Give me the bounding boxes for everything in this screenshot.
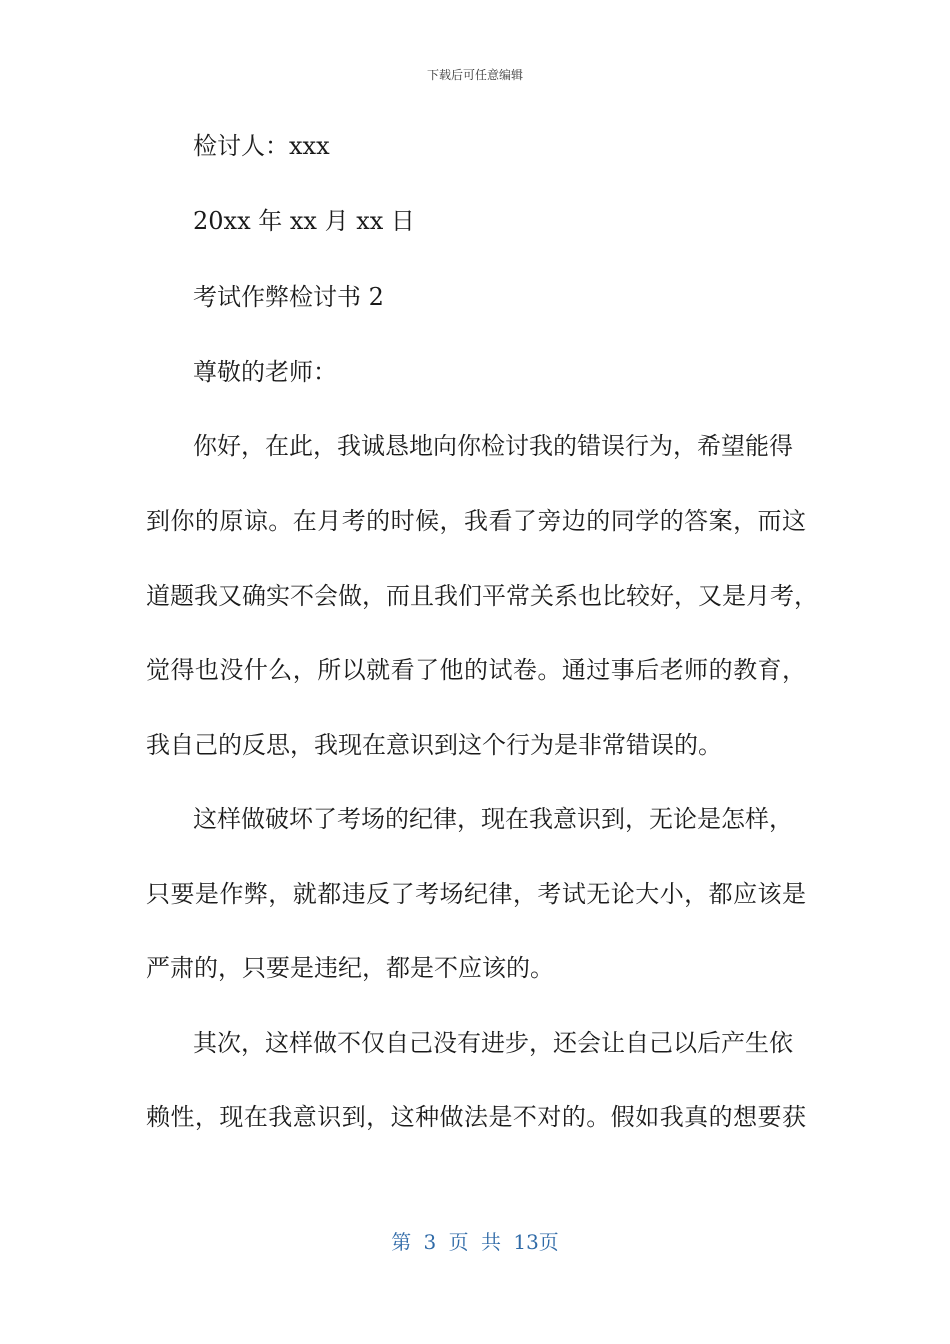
paragraph-1-line-4: 觉得也没什么，所以就看了他的试卷。通过事后老师的教育， [146, 656, 806, 684]
paragraph-1-line-3: 道题我又确实不会做，而且我们平常关系也比较好，又是月考， [146, 582, 818, 610]
paragraph-3-line-1: 其次，这样做不仅自己没有进步，还会让自己以后产生依 [193, 1029, 793, 1057]
paragraph-1-line-2: 到你的原谅。在月考的时候，我看了旁边的同学的答案，而这 [146, 507, 806, 535]
page-indicator: 第 3 页 共 13页 [391, 1230, 559, 1254]
signer-line: 检讨人：xxx [193, 132, 330, 160]
date-line: 20xx 年 xx 月 xx 日 [193, 207, 415, 235]
paragraph-1-line-1: 你好，在此，我诚恳地向你检讨我的错误行为，希望能得 [193, 432, 793, 460]
paragraph-1-line-5: 我自己的反思，我现在意识到这个行为是非常错误的。 [146, 731, 722, 759]
paragraph-2-line-2: 只要是作弊，就都违反了考场纪律，考试无论大小，都应该是 [146, 880, 806, 908]
paragraph-2-line-1: 这样做破坏了考场的纪律，现在我意识到，无论是怎样， [193, 805, 793, 833]
paragraph-2-line-3: 严肃的，只要是违纪，都是不应该的。 [146, 954, 554, 982]
header-note: 下载后可任意编辑 [426, 68, 523, 82]
paragraph-3-line-2: 赖性，现在我意识到，这种做法是不对的。假如我真的想要获 [146, 1103, 806, 1131]
salutation: 尊敬的老师： [193, 358, 337, 386]
document-title: 考试作弊检讨书 2 [193, 283, 384, 311]
